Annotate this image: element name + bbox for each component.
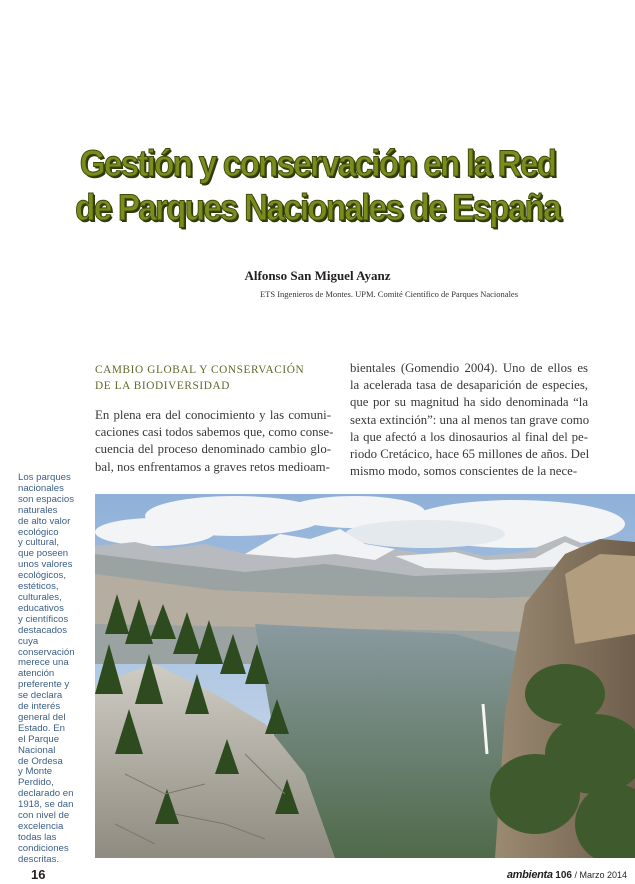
caption-line: ecológicos,	[18, 570, 66, 582]
caption-line: y Monte	[18, 766, 53, 778]
caption-line: y científicos	[18, 613, 69, 625]
body-line: riodo Cretácico, hace 65 millones de años. Del	[350, 447, 590, 462]
caption-line: general del	[18, 711, 66, 723]
caption-line: Perdido,	[18, 777, 54, 789]
body-line: sexta extinción”: una al menos tan grave como	[350, 412, 590, 427]
author-affiliation: ETS Ingenieros de Montes. UPM. Comité Científico de Parques Nacionales	[259, 289, 519, 299]
caption-line: se declara	[18, 690, 63, 702]
caption-line: nacionales	[18, 482, 64, 494]
magazine-footer	[507, 869, 627, 881]
caption-line: de Ordesa	[18, 755, 63, 767]
issue-date: / Marzo 2014	[574, 870, 627, 880]
caption-line: naturales	[18, 504, 58, 516]
caption-line: declarado en	[18, 788, 74, 800]
section-heading	[95, 363, 331, 394]
caption-line: de interés	[18, 701, 61, 713]
caption-line: unos valores	[18, 559, 73, 571]
title-line: Gestión y conservación en la Red	[79, 143, 556, 184]
caption-line: el Parque	[18, 733, 60, 745]
caption-line: atención	[18, 668, 55, 680]
body-line: bal, nos enfrentamos a graves retos medioam-	[95, 459, 330, 474]
body-line: En plena era del conocimiento y las comuni-	[95, 408, 331, 422]
caption-line: destacados	[18, 624, 68, 636]
body-line: que por su magnitud ha sido denominada “la	[350, 395, 588, 410]
body-line: cuencia del proceso denominado cambio glo-	[95, 442, 331, 457]
caption-line: con nivel de	[18, 810, 70, 822]
caption-line: 1918, se dan	[18, 799, 74, 811]
caption-line: preferente y	[18, 679, 70, 691]
caption-line: condiciones	[18, 842, 69, 854]
caption-line: Nacional	[18, 744, 56, 756]
caption-line: descritas.	[18, 853, 60, 865]
body-line: caciones casi todos sabemos que, como conse-	[95, 425, 334, 440]
caption-line: educativos	[18, 602, 64, 614]
caption-line: que poseen	[18, 548, 69, 560]
caption-line: excelencia	[18, 821, 64, 832]
body-line: la que afectó a los dinosaurios al final del pe-	[350, 429, 588, 444]
caption-line: son espacios	[18, 493, 74, 505]
title-line: de Parques Nacionales de España	[75, 187, 560, 228]
caption-line: de alto valor	[18, 515, 71, 527]
caption-line: merece una	[18, 657, 69, 669]
body-line: mismo modo, somos conscientes de la nece-	[350, 464, 578, 479]
body-line: bientales (Gomendio 2004). Uno de ellos es	[350, 361, 588, 375]
body-column-left	[95, 407, 334, 476]
magazine-brand: ambienta	[506, 869, 553, 881]
article-title	[50, 142, 586, 230]
issue-number: 106	[555, 870, 572, 881]
caption-line: y cultural,	[18, 537, 60, 549]
ordesa-valley-photo	[95, 494, 635, 858]
caption-line: Estado. En	[18, 722, 65, 734]
section-heading-line: DE LA BIODIVERSIDAD	[95, 379, 231, 392]
caption-line: culturales,	[18, 591, 62, 603]
caption-line: conservación	[18, 646, 75, 658]
caption-line: ecológico	[18, 526, 59, 538]
body-line: la acelerada tasa de desaparición de especies,	[350, 378, 588, 393]
page-number: 16	[31, 867, 46, 882]
author-name: Alfonso San Miguel Ayanz	[244, 268, 391, 283]
caption-line: Los parques	[18, 472, 71, 483]
caption-line: todas las	[18, 831, 57, 843]
section-heading-line: CAMBIO GLOBAL Y CONSERVACIÓN	[95, 364, 305, 376]
clouds	[95, 496, 625, 548]
caption-line: cuya	[18, 635, 39, 647]
body-column-right	[350, 360, 588, 480]
sidebar-caption	[18, 473, 88, 866]
caption-line: estéticos,	[18, 581, 59, 593]
